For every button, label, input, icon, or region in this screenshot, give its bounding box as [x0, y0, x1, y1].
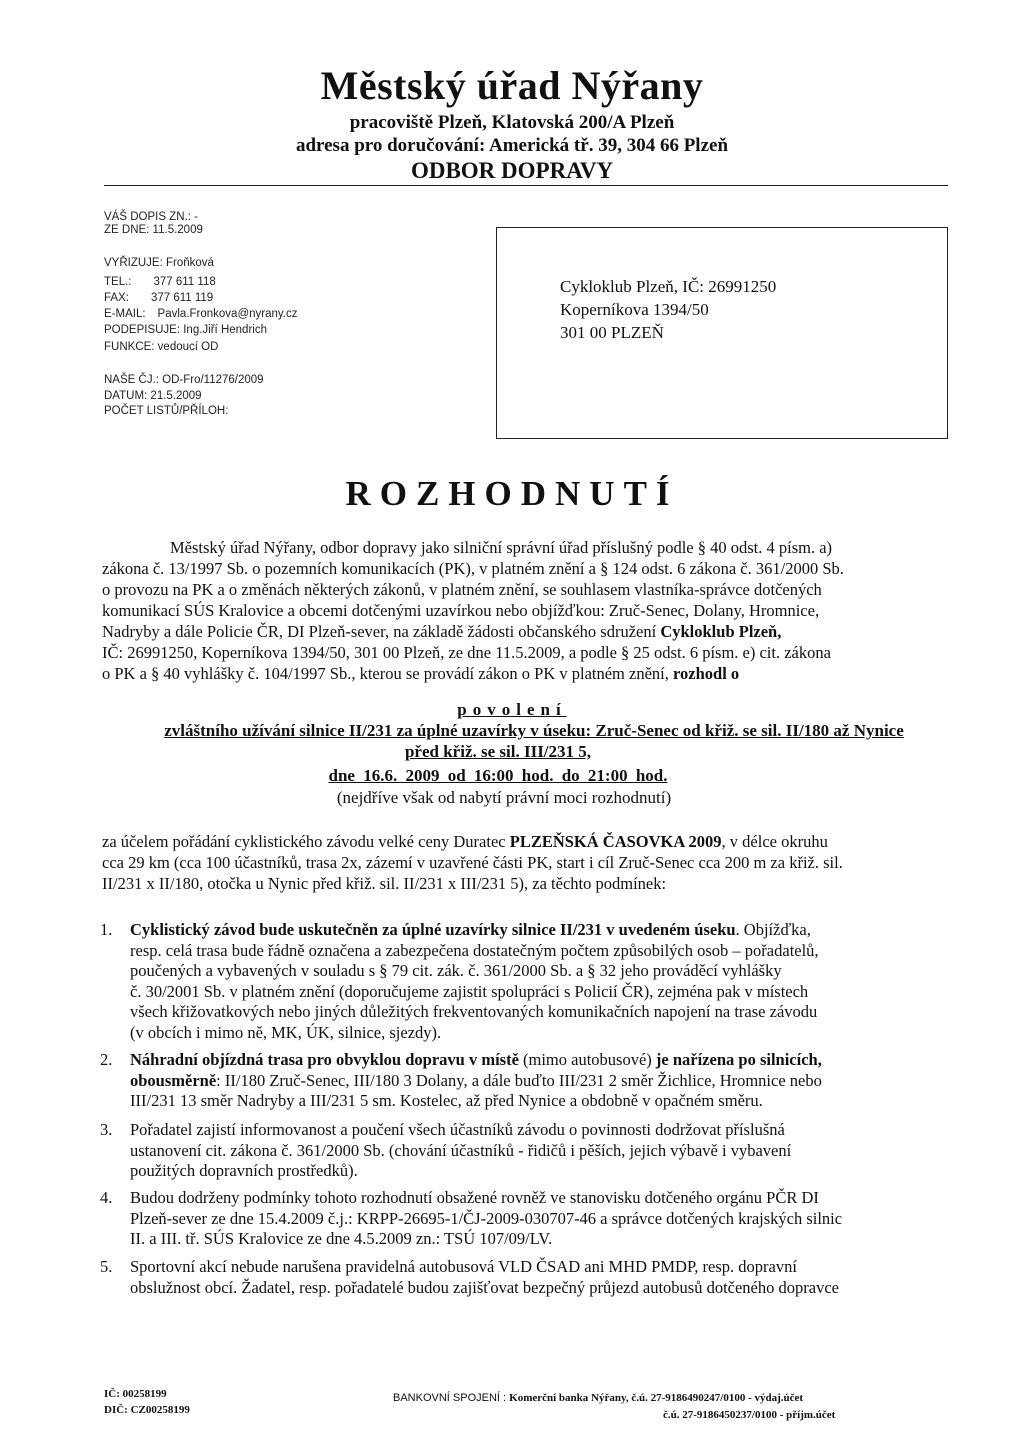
condition-text: : II/180 Zruč-Senec, III/180 3 Dolany, a dále buďto III/231 2 směr Žichlice, Hromnice nebo — [216, 1070, 822, 1090]
condition-line — [130, 1050, 956, 1071]
footer-dic: DIČ: CZ00258199 — [104, 1404, 190, 1416]
condition-line — [130, 1188, 956, 1209]
intro-text-1: Městský úřad Nýřany, odbor dopravy jako silniční správní úřad příslušný podle § 40 odst. 4 písm. a) — [170, 538, 833, 557]
condition-text: II. a III. tř. SÚS Kralovice ze dne 4.5.2009 zn.: TSÚ 107/09/LV. — [130, 1229, 553, 1248]
office-title: Městský úřad Nýřany — [320, 63, 704, 108]
your-letter-ref: VÁŠ DOPIS ZN.: - — [104, 211, 198, 223]
tel-value: 377 611 118 — [153, 276, 216, 288]
bank-account-1: Komerční banka Nýřany, č.ú. 27-9186490247/0100 - výdaj.účet — [509, 1392, 804, 1404]
condition-text: ustanovení cit. zákona č. 361/2000 Sb. (chování účastníků - řidičů i pěších, jejich výbavě i vybavení — [130, 1140, 792, 1160]
intro-line-4: komunikací SÚS Kralovice a obcemi dotčenými uzavírkou nebo objížďkou: Zruč-Senec, Dolany, Hromnice, — [102, 601, 820, 620]
footer-ic: IČ: 00258199 — [104, 1388, 167, 1400]
condition-bold-text: je nařízena po silnicích, — [655, 1050, 822, 1069]
intro-text-5a: Nadryby a dále Policie ČR, DI Plzeň-sever, na základě žádosti občanského sdružení — [102, 622, 661, 641]
purpose-text-1c: , v délce okruhu — [721, 832, 828, 851]
condition-text: poučených a vybavených v souladu s § 79 cit. zák. č. 361/2000 Sb. a § 32 jeho prováděcí vyhlášky — [130, 961, 782, 980]
condition-line — [130, 1278, 956, 1299]
condition-line — [130, 920, 956, 941]
condition-text: Sportovní akcí nebude narušena pravidelná autobusová VLD ČSAD ani MHD PMDP, resp. dopravní — [130, 1257, 797, 1276]
condition-text: použitých dopravních prostředků). — [130, 1161, 358, 1180]
fax-value: 377 611 119 — [150, 292, 214, 304]
fax-row — [104, 292, 213, 305]
permit-note: (nejdříve však od nabytí právní moci rozhodnutí) — [336, 788, 672, 807]
intro-paragraph — [102, 537, 956, 684]
condition-text: Pořadatel zajistí informovanost a poučení všech účastníků závodu o povinnosti dodržovat příslušná — [130, 1120, 785, 1139]
addressee-line-2: Koperníkova 1394/50 — [560, 300, 709, 319]
condition-text: č. 30/2001 Sb. v platném znění (doporučujeme zajistit spolupráci s Policií ČR), zejména pak v místech — [130, 981, 809, 1001]
condition-line — [130, 1071, 956, 1092]
our-reference: NAŠE ČJ.: OD-Fro/11276/2009 — [104, 374, 264, 386]
condition-number: 2. — [100, 1050, 113, 1069]
condition-text: (v obcích i mimo ně, MK, ÚK, silnice, sjezdy). — [130, 1022, 442, 1042]
purpose-line-3: II/231 x II/180, otočka u Nynic před křiž. sil. II/231 x III/231 5), za těchto podmínek: — [102, 874, 667, 893]
function: FUNKCE: vedoucí OD — [104, 341, 219, 353]
condition-text: . Objížďka, — [735, 920, 811, 939]
header-divider — [104, 185, 948, 186]
purpose-line-1 — [102, 831, 956, 852]
condition-number: 1. — [100, 920, 113, 939]
condition-bold-text: Cyklistický závod bude uskutečněn za úplné uzavírky silnice II/231 v uvedeném úseku — [130, 920, 736, 939]
purpose-paragraph — [102, 831, 956, 894]
addressee-line-1: Cykloklub Plzeň, IČ: 26991250 — [560, 277, 777, 296]
condition-line — [130, 1120, 956, 1141]
condition-text: III/231 13 směr Nadryby a III/231 5 sm. Kostelec, až před Nynice a obdobně v opačném směru. — [130, 1091, 763, 1110]
signed-by: PODEPISUJE: Ing.Jiří Hendrich — [104, 324, 267, 336]
condition-number: 5. — [100, 1257, 113, 1276]
decision-title: ROZHODNUTÍ — [345, 474, 679, 513]
condition-line — [130, 982, 956, 1003]
intro-line-1 — [102, 537, 956, 558]
email-row — [104, 308, 297, 321]
intro-text-7a: o PK a § 40 vyhlášky č. 104/1997 Sb., kterou se provádí zákon o PK v platném znění, — [102, 664, 673, 683]
intro-line-5 — [102, 621, 956, 642]
handled-by: VYŘIZUJE: Froňková — [104, 257, 214, 269]
decided-phrase: rozhodl o — [673, 664, 740, 683]
delivery-address: adresa pro doručování: Americká tř. 39, 304 66 Plzeň — [295, 135, 729, 156]
applicant-name: Cykloklub Plzeň, — [660, 622, 782, 641]
addressee-line-3: 301 00 PLZEŇ — [560, 323, 664, 342]
intro-line-7 — [102, 663, 956, 684]
condition-bold-text: Náhradní objízdná trasa pro obvyklou dopravu v místě — [130, 1050, 519, 1069]
tel-label: TEL.: — [104, 276, 132, 288]
purpose-text-1a: za účelem pořádání cyklistického závodu velké ceny Duratec — [102, 832, 510, 851]
condition-line — [130, 1257, 956, 1278]
permit-date: dne 16.6. 2009 od 16:00 hod. do 21:00 hod. — [328, 766, 668, 785]
permit-word: povolení — [457, 700, 567, 719]
condition-line — [130, 941, 956, 962]
condition-line — [130, 1002, 956, 1023]
fax-label: FAX: — [104, 292, 129, 304]
condition-text: resp. celá trasa bude řádně označena a zabezpečena dostatečným počtem způsobilých osob – pořadatelů, — [130, 940, 819, 960]
permit-line-1: zvláštního užívání silnice II/231 za úplné uzavírky v úseku: Zruč-Senec od křiž. se sil. II/180 až Nynice — [164, 721, 904, 740]
workplace-address: pracoviště Plzeň, Klatovská 200/A Plzeň — [349, 112, 675, 133]
condition-line — [130, 1209, 956, 1230]
intro-line-2: zákona č. 13/1997 Sb. o pozemních komunikacích (PK), v platném znění a § 124 odst. 6 zákona č. 361/2000 Sb. — [102, 559, 844, 578]
condition-text: Plzeň-sever ze dne 15.4.2009 č.j.: KRPP-26695-1/ČJ-2009-030707-46 a správce dotčených krajských silnic — [130, 1208, 843, 1228]
condition-line — [130, 1023, 956, 1044]
condition-text: obslužnost obcí. Žadatel, resp. pořadatelé budou zajišťovat bezpečný průjezd autobusů dotčeného dopravce — [130, 1277, 839, 1297]
condition-number: 4. — [100, 1188, 113, 1207]
condition-line — [130, 1141, 956, 1162]
condition-text: všech křižovatkových nebo jiných důležitých frekventovaných komunikačních napojení na trase závodu — [130, 1002, 818, 1021]
department-name: ODBOR DOPRAVY — [410, 158, 614, 183]
purpose-line-2: cca 29 km (cca 100 účastníků, trasa 2x, zázemí v uzavřené části PK, start i cíl Zruč-Senec cca 200 m za křiž. sil. — [102, 853, 843, 872]
bank-label: BANKOVNÍ SPOJENÍ : — [393, 1392, 510, 1404]
condition-bold-text: obousměrně — [130, 1070, 217, 1090]
footer-bank-2: č.ú. 27-9186450237/0100 - příjm.účet — [663, 1409, 836, 1421]
condition-text: Budou dodrženy podmínky tohoto rozhodnutí obsažené rovněž ve stanovisku dotčeného orgánu PČR DI — [130, 1188, 819, 1207]
tel-row — [104, 276, 216, 289]
email-label: E-MAIL: — [104, 308, 146, 320]
condition-number: 3. — [100, 1120, 113, 1139]
condition-line — [130, 1229, 956, 1250]
permit-line-2: před křiž. se sil. III/231 5, — [404, 742, 592, 761]
event-name: PLZEŇSKÁ ČASOVKA 2009 — [509, 832, 722, 851]
document-date: DATUM: 21.5.2009 — [104, 390, 202, 402]
footer-bank-1 — [393, 1392, 803, 1404]
condition-line — [130, 1091, 956, 1112]
your-letter-date: ZE DNE: 11.5.2009 — [104, 224, 203, 236]
intro-line-3: o provozu na PK a o změnách některých zákonů, v platném znění, se souhlasem vlastníka-správce dotčených — [102, 580, 822, 599]
condition-line — [130, 1161, 956, 1182]
condition-text: (mimo autobusové) — [518, 1050, 656, 1069]
sheet-count: POČET LISTŮ/PŘÍLOH: — [104, 405, 229, 417]
intro-line-6: IČ: 26991250, Koperníkova 1394/50, 301 00 Plzeň, ze dne 11.5.2009, a podle § 25 odst. 6 písm. e) cit. zákona — [102, 643, 831, 662]
email-value: Pavla.Fronkova@nyrany.cz — [157, 308, 298, 320]
condition-line — [130, 961, 956, 982]
